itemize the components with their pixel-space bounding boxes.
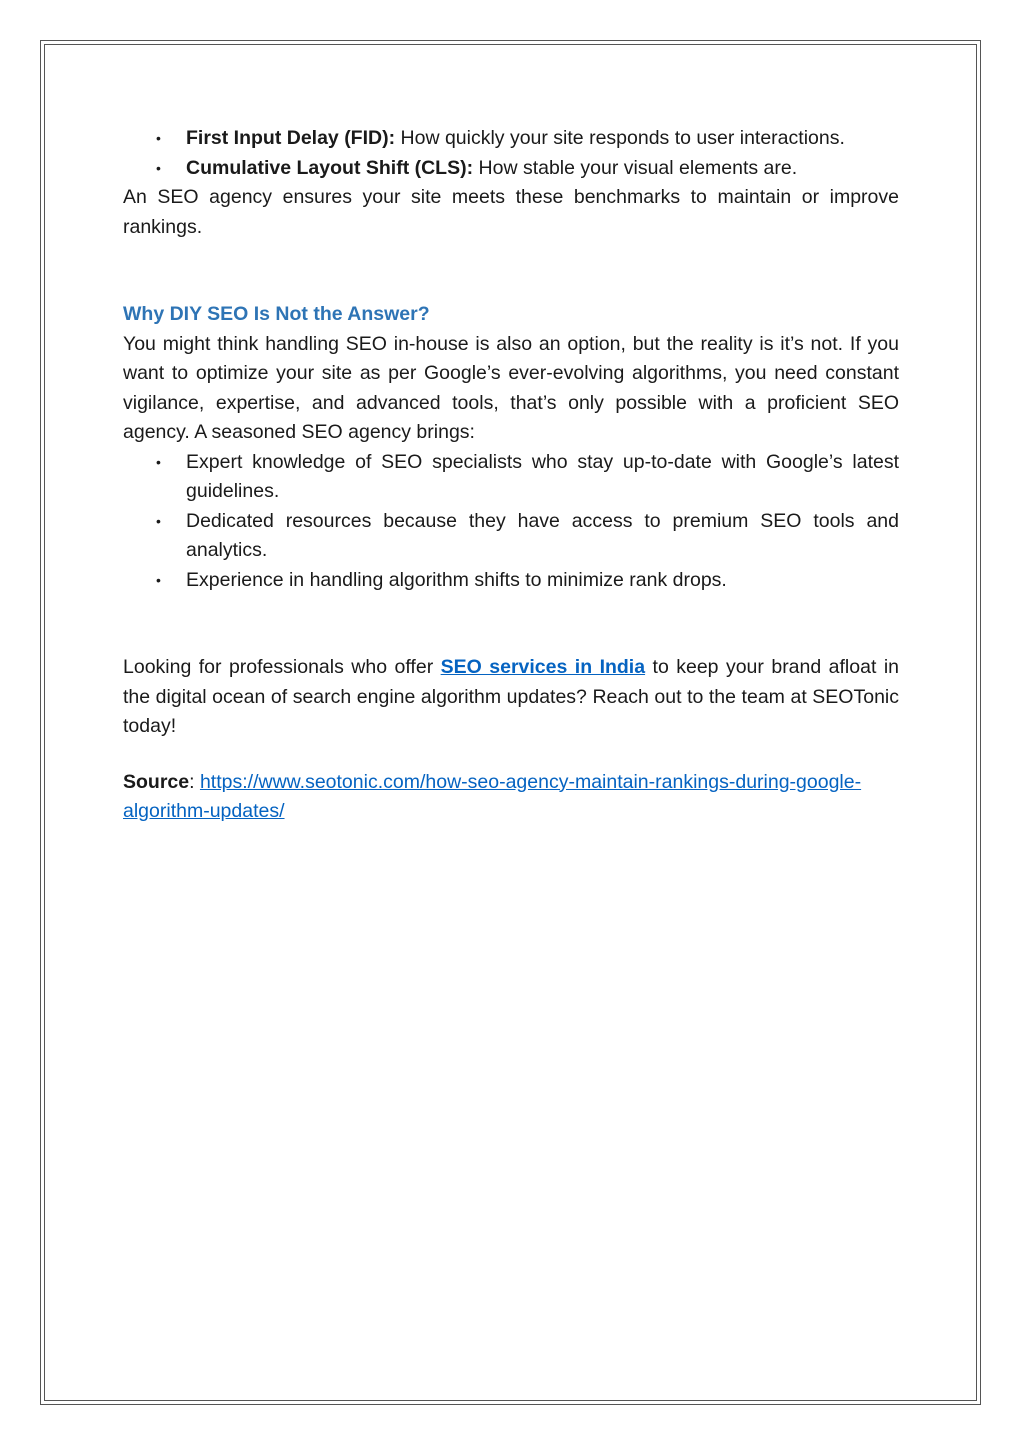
bullet-icon: • bbox=[156, 159, 161, 176]
bullet-icon: • bbox=[156, 571, 161, 588]
core-web-vitals-list bbox=[123, 124, 899, 183]
list-item-text: Dedicated resources because they have access to premium SEO tools and analytics. bbox=[186, 509, 899, 561]
cta-text-after: to keep your brand afloat in the digital ocean of search engine algorithm updates? Reach out to the team at SEOTonic today! bbox=[123, 656, 899, 737]
source-separator: : bbox=[189, 770, 200, 793]
source-line bbox=[123, 768, 899, 827]
document-content bbox=[123, 124, 899, 827]
list-item-benefit bbox=[123, 507, 899, 566]
section-paragraph: You might think handling SEO in-house is also an option, but the reality is it’s not. If you want to optimize your site as per Google’s ever-evolving algorithms, you need constant vigilance, expertise, and advanced tools, that’s only possible with a proficient SEO agency. A seasoned SEO agency brings: bbox=[123, 332, 899, 443]
bullet-icon: • bbox=[156, 512, 161, 529]
section-heading: Why DIY SEO Is Not the Answer? bbox=[123, 303, 430, 325]
list-item-text: Experience in handling algorithm shifts to minimize rank drops. bbox=[186, 568, 727, 591]
list-item-fid bbox=[123, 124, 899, 154]
list-item-benefit bbox=[123, 566, 899, 596]
cta-text-before: Looking for professionals who offer bbox=[123, 656, 441, 678]
list-item-term: Cumulative Layout Shift (CLS): bbox=[186, 156, 474, 179]
intro-paragraph: An SEO agency ensures your site meets these benchmarks to maintain or improve rankings. bbox=[123, 186, 899, 238]
list-item-benefit bbox=[123, 448, 899, 507]
source-url-link[interactable]: https://www.seotonic.com/how-seo-agency-maintain-rankings-during-google-algorithm-updates/ bbox=[123, 770, 862, 822]
list-item-term: First Input Delay (FID): bbox=[186, 127, 396, 149]
source-label: Source bbox=[123, 770, 190, 793]
list-item-text: Expert knowledge of SEO specialists who stay up-to-date with Google’s latest guidelines. bbox=[186, 450, 899, 502]
list-item-desc: How stable your visual elements are. bbox=[473, 156, 798, 179]
list-item-cls bbox=[123, 154, 899, 184]
list-item-desc: How quickly your site responds to user interactions. bbox=[395, 127, 845, 149]
bullet-icon: • bbox=[156, 453, 161, 470]
cta-paragraph bbox=[123, 653, 899, 742]
benefits-list bbox=[123, 448, 899, 596]
bullet-icon: • bbox=[156, 130, 161, 146]
seo-services-link[interactable]: SEO services in India bbox=[440, 656, 646, 678]
